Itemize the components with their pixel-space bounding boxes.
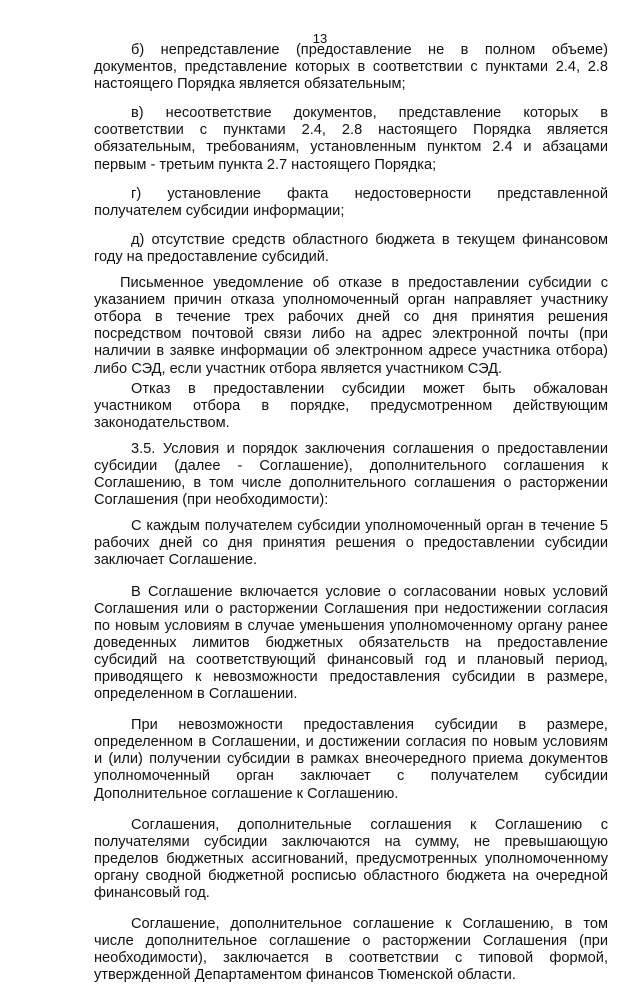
paragraph-agreement-amount: Соглашения, дополнительные соглашения к Соглашению с получателями субсидии заключаются на сумму, не превышающую пределов бюджетных ассигнований, предусмотренных уполномоченному органу сводной бюджетной росписью областного бюджета на очередной финансовый год. <box>94 816 608 902</box>
page-number: 13 <box>312 31 328 46</box>
paragraph-item-b: б) непредставление (предоставление не в полном объеме) документов, представление которых в соответствии с пунктами 2.4, 2.8 настоящего Порядка является обязательным; <box>94 42 608 93</box>
paragraph-item-d: д) отсутствие средств областного бюджета в текущем финансовом году на предоставление субсидий. <box>94 231 608 265</box>
paragraph-agreement-conclusion: С каждым получателем субсидии уполномоченный орган в течение 5 рабочих дней со дня принятия решения о предоставлении субсидии заключает Соглашение. <box>94 518 608 569</box>
paragraph-refusal-notice: Письменное уведомление об отказе в предоставлении субсидии с указанием причин отказа уполномоченный орган направляет участнику отбора в течение трех рабочих дней со дня принятия решения посредством почтовой связи либо на адрес электронной почты (при наличии в заявке информации об электронном адресе участника отбора) либо СЭД, если участник отбора является участником СЭД. <box>94 275 608 377</box>
paragraph-agreement-conditions: В Соглашение включается условие о согласовании новых условий Соглашения или о расторжении Соглашения при недостижении согласия по новым условиям в случае уменьшения уполномоченному органу ранее доведенных лимитов бюджетных обязательств на предоставление субсидий на соответствующий финансовый год и плановый период, приводящего к невозможности предоставления субсидии в размере, определенном в Соглашении. <box>94 583 608 703</box>
paragraph-appeal: Отказ в предоставлении субсидии может быть обжалован участником отбора в порядке, предусмотренном действующим законодательством. <box>94 380 608 431</box>
paragraph-section-3-5: 3.5. Условия и порядок заключения соглашения о предоставлении субсидии (далее - Соглашение), дополнительного соглашения к Соглашению, в том числе дополнительного соглашения о расторжении Соглашения (при необходимости): <box>94 440 608 509</box>
document-body <box>94 42 608 985</box>
paragraph-standard-form: Соглашение, дополнительное соглашение к Соглашению, в том числе дополнительное соглашение о расторжении Соглашения (при необходимости), заключается в соответствии с типовой формой, утвержденной Департаментом финансов Тюменской области. <box>94 916 608 984</box>
paragraph-item-v: в) несоответствие документов, представление которых в соответствии с пунктами 2.4, 2.8 настоящего Порядка является обязательным, требованиям, установленным пунктом 2.4 и абзацами первым - третьим пункта 2.7 настоящего Порядка; <box>94 105 608 173</box>
paragraph-additional-agreement: При невозможности предоставления субсидии в размере, определенном в Соглашении, и достижении согласия по новым условиям и (или) получении субсидии в рамках внеочередного приема документов уполномоченный орган заключает с получателем субсидии Дополнительное соглашение к Соглашению. <box>94 717 608 802</box>
paragraph-item-g: г) установление факта недостоверности представленной получателем субсидии информации; <box>94 185 608 219</box>
